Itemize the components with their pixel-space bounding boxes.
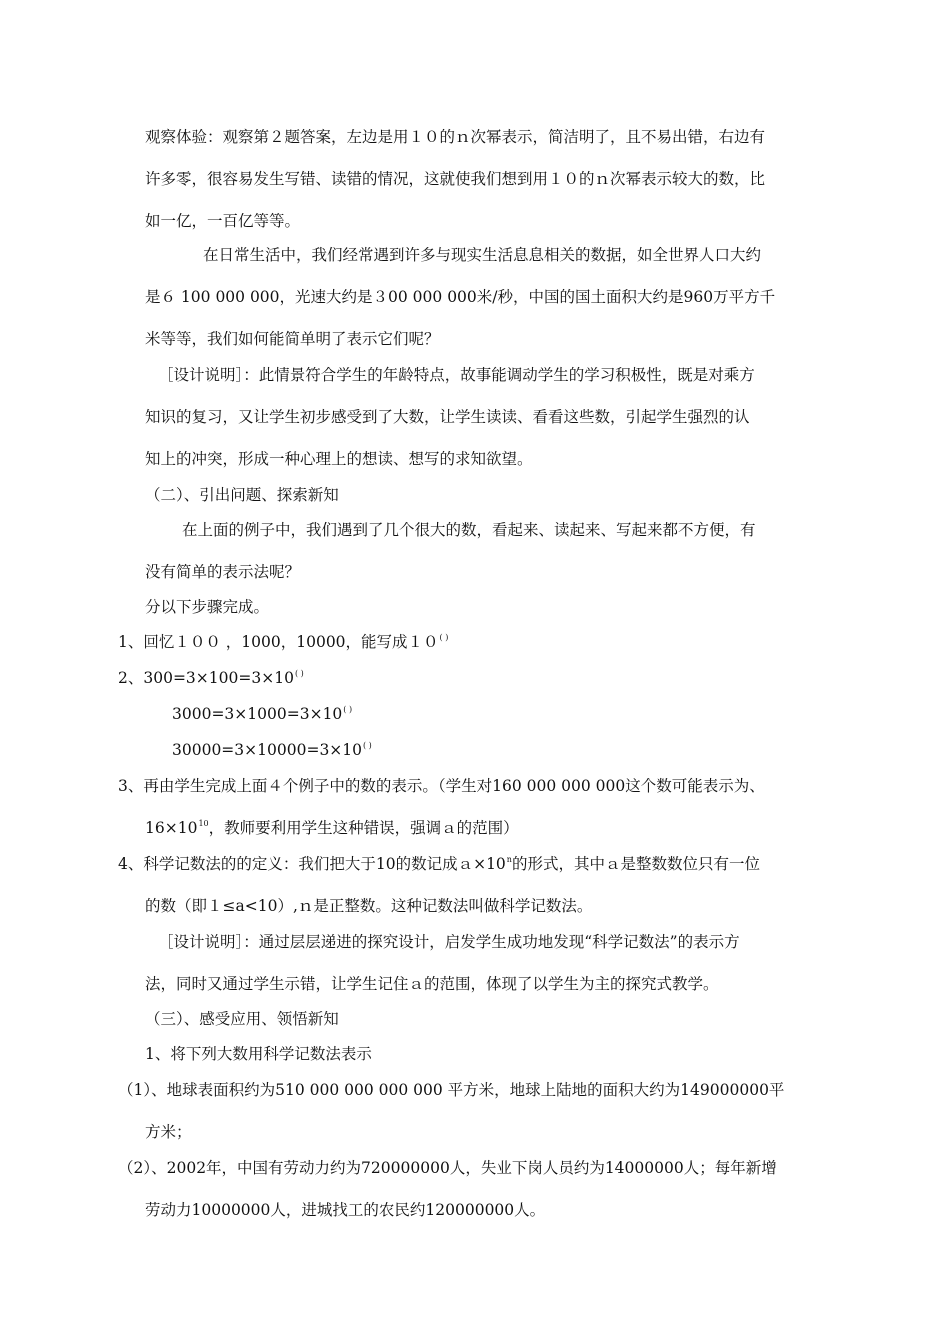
step-text: 3000=3×1000=3×10	[172, 705, 343, 723]
exercise-item: 方米；	[145, 1123, 192, 1141]
paragraph-line: 在上面的例子中，我们遇到了几个很大的数，看起来、读起来、写起来都不方便，有	[182, 521, 756, 539]
step-item	[172, 740, 372, 760]
paragraph-line: 分以下步骤完成。	[145, 598, 270, 616]
step-item	[118, 854, 760, 874]
step-text: 1、回忆１００ ，1000，10000，能写成１０	[118, 633, 439, 651]
paragraph-line: 在日常生活中，我们经常遇到许多与现实生活息息相关的数据，如全世界人口大约	[203, 246, 762, 264]
step-item: 3、再由学生完成上面４个例子中的数的表示。（学生对160 000 000 000这个数可能表示为、	[118, 777, 765, 795]
design-note-line: 法，同时又通过学生示错，让学生记住ａ的范围，体现了以学生为主的探究式教学。	[145, 975, 719, 993]
section-heading: （三）、感受应用、领悟新知	[145, 1010, 339, 1028]
exponent: n	[506, 855, 512, 864]
design-note-line: 知上的冲突，形成一种心理上的想读、想写的求知欲望。	[145, 450, 533, 468]
section-heading: （二）、引出问题、探索新知	[145, 486, 339, 504]
paragraph-line: 观察体验：观察第２题答案，左边是用１０的ｎ次幂表示，简洁明了，且不易出错，右边有	[145, 128, 766, 146]
step-text: 的形式，其中ａ是整数数位只有一位	[511, 855, 760, 873]
paragraph-line: 如一亿，一百亿等等。	[145, 212, 301, 230]
exercise-item: 劳动力10000000人，进城找工的农民约120000000人。	[145, 1201, 546, 1219]
design-note-line: ［设计说明］：此情景符合学生的年龄特点，故事能调动学生的学习积极性，既是对乘方	[158, 366, 755, 384]
step-text: 16×10	[145, 819, 198, 837]
step-item	[118, 632, 448, 652]
exponent-blank: ( )	[343, 705, 353, 714]
step-item	[118, 668, 304, 688]
exercise-item: （1）、地球表面积约为510 000 000 000 000 平方米，地球上陆地的面积大约为149000000平	[118, 1081, 785, 1099]
design-note-line: 知识的复习，又让学生初步感受到了大数，让学生读读、看看这些数，引起学生强烈的认	[145, 408, 750, 426]
exponent-blank: ( )	[439, 633, 449, 642]
step-item	[145, 818, 519, 838]
paragraph-line: 米等等，我们如何能简单明了表示它们呢？	[145, 330, 440, 348]
exponent-blank: ( )	[294, 669, 304, 678]
step-text: 4、科学记数法的的定义：我们把大于10的数记成ａ×10	[118, 855, 506, 873]
step-item: 的数（即１≤a<10）,ｎ是正整数。这种记数法叫做科学记数法。	[145, 897, 593, 915]
step-text: 2、300=3×100=3×10	[118, 669, 294, 687]
paragraph-line: 没有简单的表示法呢？	[145, 563, 301, 581]
step-item	[172, 704, 352, 724]
design-note-line: ［设计说明］：通过层层递进的探究设计，启发学生成功地发现“科学记数法”的表示方	[158, 933, 740, 951]
exercise-item: （2）、2002年，中国有劳动力约为720000000人，失业下岗人员约为14000000人；每年新增	[118, 1159, 777, 1177]
exponent: 10	[198, 819, 209, 828]
paragraph-line: 是６ 100 000 000，光速大约是３00 000 000米/秒，中国的国土面积大约是960万平方千	[145, 288, 776, 306]
paragraph-line: 许多零，很容易发生写错、读错的情况，这就使我们想到用１０的ｎ次幂表示较大的数，比	[145, 170, 766, 188]
exponent-blank: ( )	[363, 741, 372, 750]
step-text: 30000=3×10000=3×10	[172, 741, 363, 759]
step-text: ，教师要利用学生这种错误，强调ａ的范围）	[208, 819, 519, 837]
paragraph-line: 1、将下列大数用科学记数法表示	[145, 1045, 372, 1063]
